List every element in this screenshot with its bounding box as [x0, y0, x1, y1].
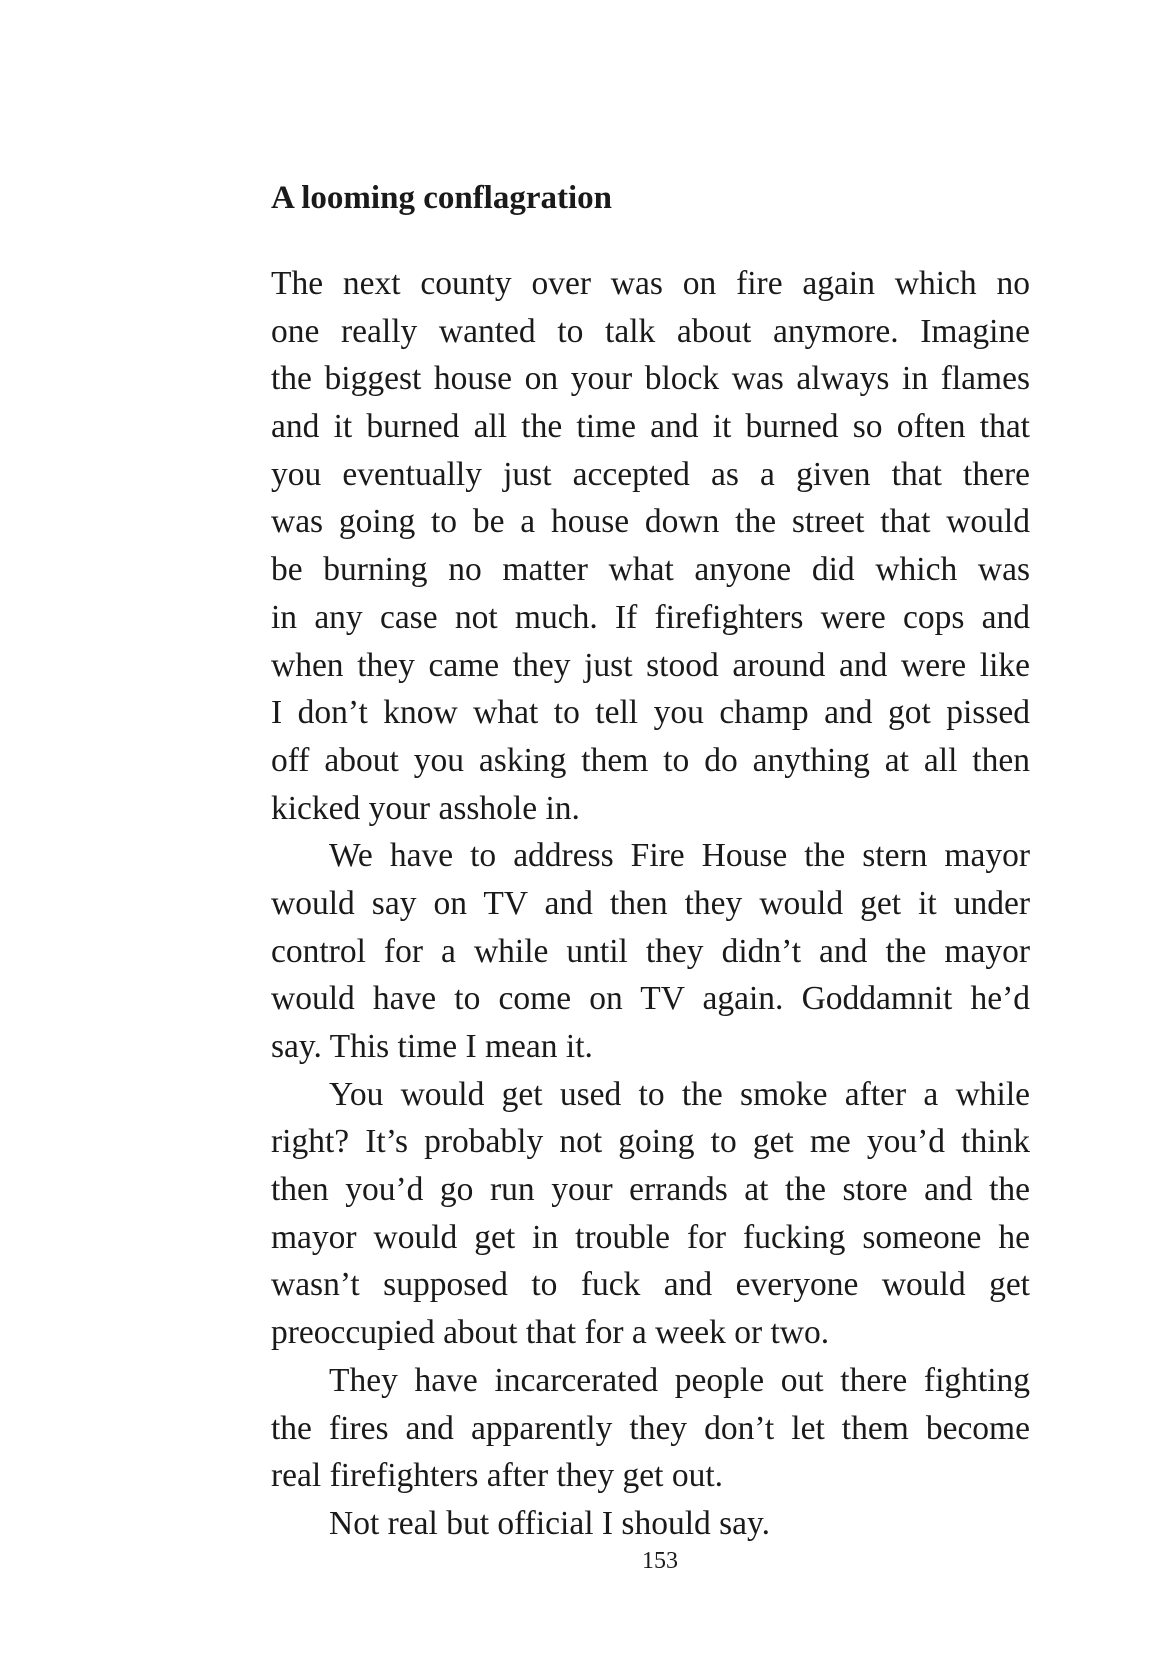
text-line: wasn’t supposed to fuck and everyone would get [271, 1266, 1030, 1304]
text-line: one really wanted to talk about anymore. Imagine [271, 312, 1030, 350]
text-line: would say on TV and then they would get it under [271, 884, 1030, 922]
text-line: be burning no matter what anyone did which was [271, 551, 1030, 589]
text-line: They have incarcerated people out there fighting [329, 1361, 1030, 1399]
page-number: 153 [642, 1548, 678, 1574]
body-text [271, 260, 1030, 1548]
text-line: off about you asking them to do anything at all then [271, 741, 1030, 779]
text-line: then you’d go run your errands at the store and the [271, 1171, 1030, 1209]
text-line: The next county over was on fire again which no [271, 265, 1030, 302]
text-line: right? It’s probably not going to get me you’d think [271, 1123, 1030, 1161]
text-line: preoccupied about that for a week or two. [271, 1314, 830, 1352]
chapter-heading: A looming conflagration [271, 180, 613, 216]
text-line: in any case not much. If firefighters were cops and [271, 598, 1030, 636]
text-line: control for a while until they didn’t and the mayor [271, 932, 1030, 970]
text-line: I don’t know what to tell you champ and got pissed [271, 694, 1030, 732]
text-line: real firefighters after they get out. [271, 1457, 724, 1495]
text-line: and it burned all the time and it burned so often that [271, 408, 1030, 446]
text-line: Not real but official I should say. [329, 1504, 770, 1542]
text-line: was going to be a house down the street that would [271, 503, 1030, 541]
text-line: You would get used to the smoke after a while [329, 1075, 1030, 1113]
text-line: the biggest house on your block was always in flames [271, 360, 1030, 398]
text-line: when they came they just stood around and were like [271, 646, 1030, 684]
text-line: kicked your asshole in. [271, 789, 580, 827]
text-line: We have to address Fire House the stern mayor [329, 837, 1030, 875]
text-line: say. This time I mean it. [271, 1028, 593, 1065]
text-line: you eventually just accepted as a given that there [271, 455, 1030, 493]
text-line: mayor would get in trouble for fucking someone he [271, 1218, 1030, 1256]
text-line: would have to come on TV again. Goddamnit he’d [271, 980, 1030, 1018]
text-line: the fires and apparently they don’t let them become [271, 1409, 1030, 1447]
